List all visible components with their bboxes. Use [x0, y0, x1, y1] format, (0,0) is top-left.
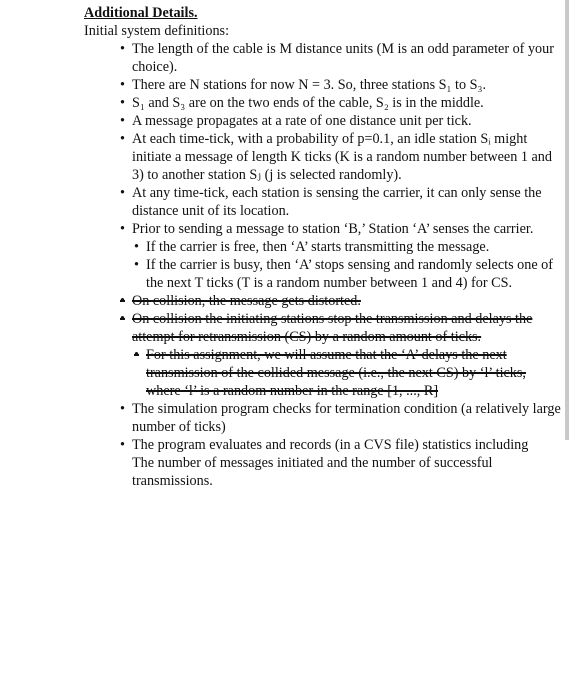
bullet-icon: • [134, 257, 139, 273]
list-item-text: The program evaluates and records (in a CVS file) statistics including [132, 437, 529, 453]
bullet-icon: • [134, 239, 139, 255]
bullet-icon: • [120, 77, 125, 93]
list-item [84, 76, 564, 94]
bullet-list [84, 40, 564, 454]
bullet-icon: • [120, 185, 125, 201]
scrollbar[interactable] [565, 0, 569, 440]
list-item [84, 112, 564, 130]
intro-text: Initial system definitions: [84, 23, 230, 39]
bullet-icon: • [120, 41, 125, 57]
bullet-icon: • [120, 401, 125, 417]
list-item [84, 184, 564, 220]
bullet-icon: • [120, 131, 125, 147]
list-item [84, 310, 564, 346]
list-item-text: There are N stations for now N = 3. So, three stations S₁ to S₃. [132, 77, 487, 93]
list-item-text: At each time-tick, with a probability of p=0.1, an idle station Sᵢ might initiate a message of length K ticks (K is a random number between 1 and 3) to another station Sⱼ (j is selected randomly). [132, 131, 552, 183]
bullet-icon: • [120, 293, 125, 309]
bullet-icon: • [120, 311, 125, 327]
list-item [84, 292, 564, 310]
trailing-text: The number of messages initiated and the number of successful transmissions. [132, 455, 493, 489]
list-item-text: For this assignment, we will assume that the ‘A’ delays the next transmission of the collided message (i.e., the next CS) by ‘l’ ticks, where ‘l’ is a random number in the range [1, ..., R] [146, 347, 526, 399]
bullet-icon: • [120, 113, 125, 129]
list-item-text: On collision, the message gets distorted. [132, 293, 361, 309]
list-item [84, 400, 564, 436]
list-item-text: At any time-tick, each station is sensing the carrier, it can only sense the distance unit of its location. [132, 185, 542, 219]
list-item-text: The length of the cable is M distance units (M is an odd parameter of your choice). [132, 41, 554, 75]
list-item [84, 238, 564, 256]
section-heading: Additional Details. [84, 5, 198, 21]
list-item-text: The simulation program checks for termination condition (a relatively large number of ticks) [132, 401, 561, 435]
list-item-text: Prior to sending a message to station ‘B,’ Station ‘A’ senses the carrier. [132, 221, 534, 237]
list-item [84, 346, 564, 400]
list-item [84, 220, 564, 238]
list-item-text: On collision the initiating stations stop the transmission and delays the attempt for retransmission (CS) by a random amount of ticks. [132, 311, 533, 345]
bullet-icon: • [120, 221, 125, 237]
list-item-text: A message propagates at a rate of one distance unit per tick. [132, 113, 472, 129]
bullet-icon: • [120, 437, 125, 453]
bullet-icon: • [134, 347, 139, 363]
list-item [84, 94, 564, 112]
bullet-icon: • [120, 95, 125, 111]
list-item [84, 436, 564, 454]
document-page [84, 4, 564, 490]
list-item-text: If the carrier is free, then ‘A’ starts transmitting the message. [146, 239, 490, 255]
list-item [84, 40, 564, 76]
list-item-text: If the carrier is busy, then ‘A’ stops sensing and randomly selects one of the next T ticks (T is a random number between 1 and 4) for CS. [146, 257, 553, 291]
list-item-text: S₁ and S₃ are on the two ends of the cable, S₂ is in the middle. [132, 95, 484, 111]
list-item [84, 256, 564, 292]
list-item [84, 130, 564, 184]
